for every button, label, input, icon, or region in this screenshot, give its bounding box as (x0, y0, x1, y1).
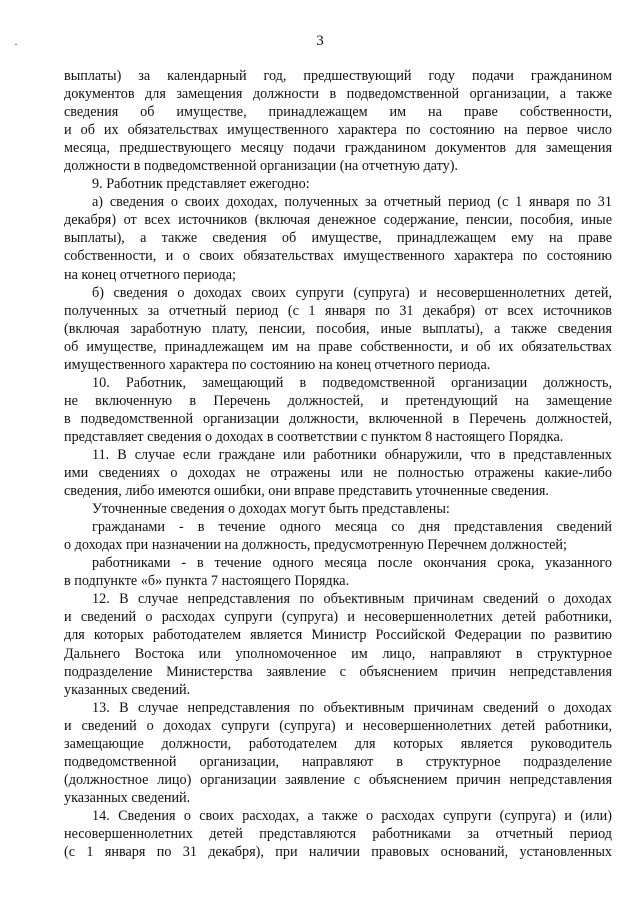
text-line: указанных сведений. (64, 681, 191, 698)
text-line: б) сведения о доходах своих супруги (супруга) и несовершеннолетних детей, (92, 284, 612, 301)
text-line: собственности, и о своих обязательствах имущественного характера по состоянию (64, 248, 612, 265)
text-line: 14. Сведения о своих расходах, а также о расходах супруги (супруга) и (или) (92, 807, 612, 824)
text-line: подведомственной организации, направляют в структурное подразделение (64, 753, 612, 770)
text-line: декабря) от всех источников (включая денежное содержание, пенсии, пособия, иные (64, 212, 612, 229)
text-line: 12. В случае непредставления по объективным причинам сведений о доходах (92, 591, 612, 608)
text-line: в подпункте «б» пункта 7 настоящего Порядка. (64, 573, 350, 590)
text-line: сведения, либо имеются ошибки, они вправе представить уточненные сведения. (64, 483, 549, 500)
text-line: работниками - в течение одного месяца после окончания срока, указанного (92, 555, 612, 572)
text-line: и сведений о расходах супруги (супруга) и несовершеннолетних детей работники, (64, 609, 612, 626)
text-line: 13. В случае непредставления по объективным причинам сведений о доходах (92, 699, 612, 716)
text-line: Дальнего Востока или уполномоченное им лицо, направляют в структурное (64, 645, 612, 662)
text-line: о доходах при назначении на должность, предусмотренную Перечнем должностей; (64, 537, 567, 554)
text-line: а) сведения о своих доходах, полученных за отчетный период (с 1 января по 31 (92, 194, 612, 211)
text-line: (должностное лицо) организации заявление с объяснением причин непредставления (64, 771, 612, 788)
text-line: указанных сведений. (64, 789, 191, 806)
text-line: (включая заработную плату, пенсии, пособия, иные выплаты), а также сведения (64, 320, 612, 337)
text-line: сведения об имуществе, принадлежащем им на праве собственности, (64, 104, 612, 121)
text-line: месяца, предшествующего месяцу подачи гражданином документов для замещения (64, 140, 612, 157)
text-line: имущественного характера по состоянию на конец отчетного периода. (64, 356, 491, 373)
text-line: и об их обязательствах имущественного характера по состоянию на первое число (64, 122, 612, 139)
text-line: (с 1 января по 31 декабря), при наличии правовых оснований, установленных (64, 844, 612, 861)
text-line: полученных за отчетный период (с 1 января по 31 декабря) от всех источников (64, 302, 612, 319)
text-line: ими сведениях о доходах не отражены или не полностью отражены какие-либо (64, 465, 612, 482)
text-line: несовершеннолетних детей представляются работниками за отчетный период (64, 825, 612, 842)
text-line: гражданами - в течение одного месяца со дня представления сведений (92, 519, 612, 536)
margin-mark: · (14, 37, 18, 51)
text-line: 10. Работник, замещающий в подведомственной организации должность, (92, 374, 612, 391)
text-line: выплаты) за календарный год, предшествующий году подачи гражданином (64, 68, 612, 84)
text-line: выплаты), а также сведения об имуществе, принадлежащем ему на праве (64, 230, 612, 247)
text-line: и сведений о доходах супруги (супруга) и несовершеннолетних детей работники, (64, 717, 612, 734)
text-line: в подведомственной организации должности, включенной в Перечень должностей, (64, 410, 612, 427)
text-line: замещающие должности, работодателем для которых является руководитель (64, 735, 612, 752)
text-line: подразделение Министерства заявление с объяснением причин непредставления (64, 663, 612, 680)
text-line: должности в подведомственной организации (на отчетную дату). (64, 158, 458, 175)
text-line: об имуществе, принадлежащем им на праве собственности, и об их обязательствах (64, 338, 612, 355)
text-line: документов для замещения должности в подведомственной организации, а также (64, 86, 612, 103)
text-line: для которых работодателем является Министр Российской Федерации по развитию (64, 627, 612, 644)
page-number: 3 (316, 33, 324, 49)
text-line: 9. Работник представляет ежегодно: (92, 176, 310, 193)
text-line: 11. В случае если граждане или работники обнаружили, что в представленных (92, 446, 612, 463)
document-body (64, 67, 612, 861)
text-line: на конец отчетного периода; (64, 266, 236, 283)
text-line: не включенную в Перечень должностей, и претендующий на замещение (64, 392, 612, 409)
text-line: представляет сведения о доходах в соответствии с пунктом 8 настоящего Порядка. (64, 428, 564, 445)
text-line: Уточненные сведения о доходах могут быть представлены: (92, 501, 450, 518)
